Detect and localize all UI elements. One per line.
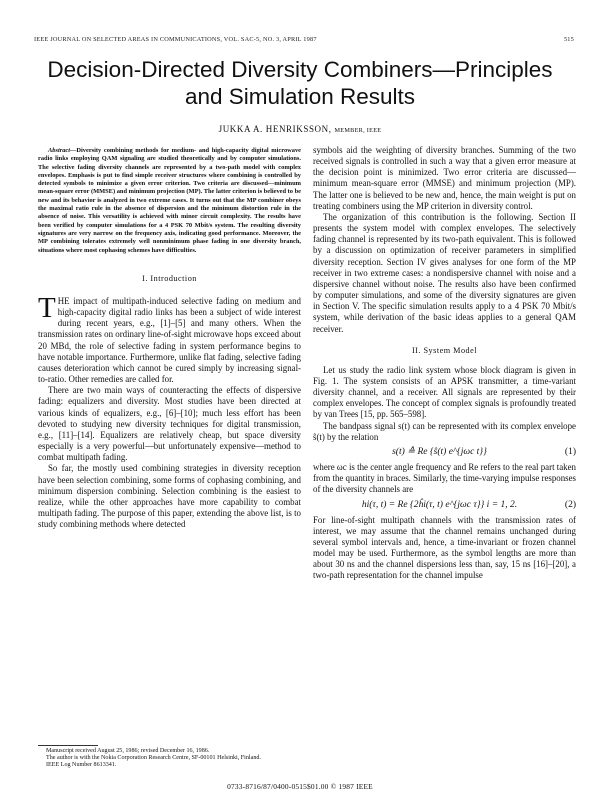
page-number: 515 [563, 36, 574, 43]
intro-paragraph-3: So far, the mostly used combining strategies in diversity reception have been selection combining, some forms of cophasing combining, and minimum dispersion combining. Selection combining is the easiest to realize, while the other approaches have more capability to combat multipath fading. The purpose of this paper, extending the above list, is to study combining methods where detected [38, 463, 301, 530]
abstract-text: Diversity combining methods for medium- and high-capacity digital microwave radio links employing QAM signaling are studied theoretically and by computer simulations. The selective fading diversity channels are represented by a two-path model with complex envelopes. Emphasis is put to find simple receiver structures where combining is controlled by detected symbols to minimize a given error criterion. Two criteria are discussed—minimum mean-square error (MMSE) and minimum projection (MP). The latter criterion is believed to be new and its behavior is analyzed in two extreme cases. It turns out that the MP combiner obeys the maximal ratio rule in the absence of dispersion and the minimum distortion rule in the absence of noise. This versatility is achieved with minor circuit complexity. The results have been verified by computer simulations for a 4 PSK 70 Mbit/s system. The resulting diversity signatures are very narrow on the frequency axis, indicating good performance. Moreover, the MP combining tolerates extremely well nonminimum phase fading in one diversity branch, situations where most cophasing schemes have difficulties. [38, 147, 301, 254]
equation-2 [313, 500, 576, 511]
section-heading-introduction: I. Introduction [142, 273, 197, 283]
footnote-received: Manuscript received August 25, 1986; revised December 16, 1986. [46, 748, 210, 754]
title-line-1: Decision-Directed Diversity Combiners—Principles [47, 57, 553, 82]
paper-title [20, 56, 580, 110]
system-paragraph-4: For line-of-sight multipath channels with the transmission rates of interest, we may assume that the channel remains unchanged during several symbol intervals and, hence, a time-invariant or frozen channel model may be used. Furthermore, as the symbol lengths are more than about 30 ns and the channel dispersions less than, say, 15 ns [16]–[20], a two-path representation for the channel impulse [313, 514, 576, 581]
copyright-line: 0733-8716/87/0400-0515$01.00 © 1987 IEEE [227, 782, 373, 791]
equation-1-number: (1) [564, 446, 576, 457]
abstract-label: Abstract— [48, 147, 77, 154]
footnote-log-number: IEEE Log Number 8613341. [46, 762, 117, 769]
author-membership: MEMBER, IEEE [334, 127, 382, 134]
author-line [0, 124, 600, 134]
equation-1-body: s(t) ≙ Re {ŝ(t) e^{jωc t}} [392, 446, 487, 457]
left-column [38, 147, 301, 530]
abstract [38, 147, 301, 255]
system-paragraph-3: where ωc is the center angle frequency and Re refers to the real part taken from the quantity in braces. Similarly, the time-varying impulse responses of the diversity channels are [313, 462, 576, 495]
equation-2-body: hi(τ, t) = Re {2ĥi(τ, t) e^{jωc τ}} i = 1, 2. [361, 499, 518, 510]
right-paragraph-1: symbols aid the weighting of diversity branches. Summing of the two received signals is controlled in such a way that a given error measure at the decision point is minimized. Two error criteria are discussed—minimum mean-square error (MMSE) and minimum projection (MP). The latter one is believed to be new and, hence, the main weight is put on treating combiners using the MP criterion in diversity control. [313, 145, 576, 211]
author-name: JUKKA A. HENRIKSSON, [218, 124, 332, 134]
right-column [313, 145, 576, 582]
equation-2-number: (2) [564, 499, 576, 510]
drop-cap: T [38, 292, 56, 325]
right-paragraph-2: The organization of this contribution is the following. Section II presents the system model with complex envelopes. The selectively fading channel is represented by its two-path equivalent. This is followed by a discussion on optimization of receiver parameters in simplified diversity reception. Section IV gives analyses for one form of the MP receiver in two extreme cases: a nondispersive channel with noise and a dispersive channel without noise. The results also have been confirmed by computer simulations, and some of the diversity signatures are given in Section V. The specific simulation results apply to a 4 PSK 70 Mbit/s system, while derivation of the basic ideas applies to a general QAM receiver. [313, 211, 576, 334]
footnote-rule [38, 745, 98, 746]
journal-header: IEEE JOURNAL ON SELECTED AREAS IN COMMUNICATIONS, VOL. SAC-5, NO. 3, APRIL 1987 [34, 36, 317, 43]
section-heading-system-model: II. System Model [411, 345, 478, 355]
equation-1 [313, 447, 576, 458]
intro-paragraph-2: There are two main ways of counteracting the effects of dispersive fading: equalizers and diversity. Most studies have been directed at various kinds of equalizers, e.g., [6]–[10]; much less effort has been devoted to studying new diversity techniques for digital transmission, e.g., [11]–[14]. Equalizers are relatively cheap, but space diversity especially is a very powerful—but unfortunately expensive—method to combat multipath fading. [38, 385, 301, 463]
system-paragraph-1: Let us study the radio link system whose block diagram is given in Fig. 1. The system consists of an APSK transmitter, a time-variant diversity channel, and a receiver. All signals are represented by their complex envelopes. The concept of complex signals is profoundly treated by van Trees [15, pp. 565–598]. [313, 364, 576, 420]
footnote-affiliation: The author is with the Nokia Corporation Research Centre, SF-00101 Helsinki, Finland. [46, 755, 261, 762]
footnote [38, 745, 301, 769]
system-paragraph-2: The bandpass signal s(t) can be represented with its complex envelope ŝ(t) by the relation [313, 420, 576, 442]
title-line-2: and Simulation Results [184, 84, 416, 109]
intro-paragraph-1 [38, 292, 301, 385]
intro-paragraph-1-text: HE impact of multipath-induced selective fading on medium and high-capacity digital radio links has been a subject of wide interest during recent years, e.g., [1]–[5] and many others. When the transmission rates on ordinary line-of-sight microwave hops exceed about 20 MBd, the role of selective fading in system performance begins to have notable importance. Furthermore, unlike flat fading, selective fading causes deterioration which cannot be cured simply by increasing signal-to-ratio. Other remedies are called for. [38, 296, 301, 385]
running-head [34, 36, 574, 43]
